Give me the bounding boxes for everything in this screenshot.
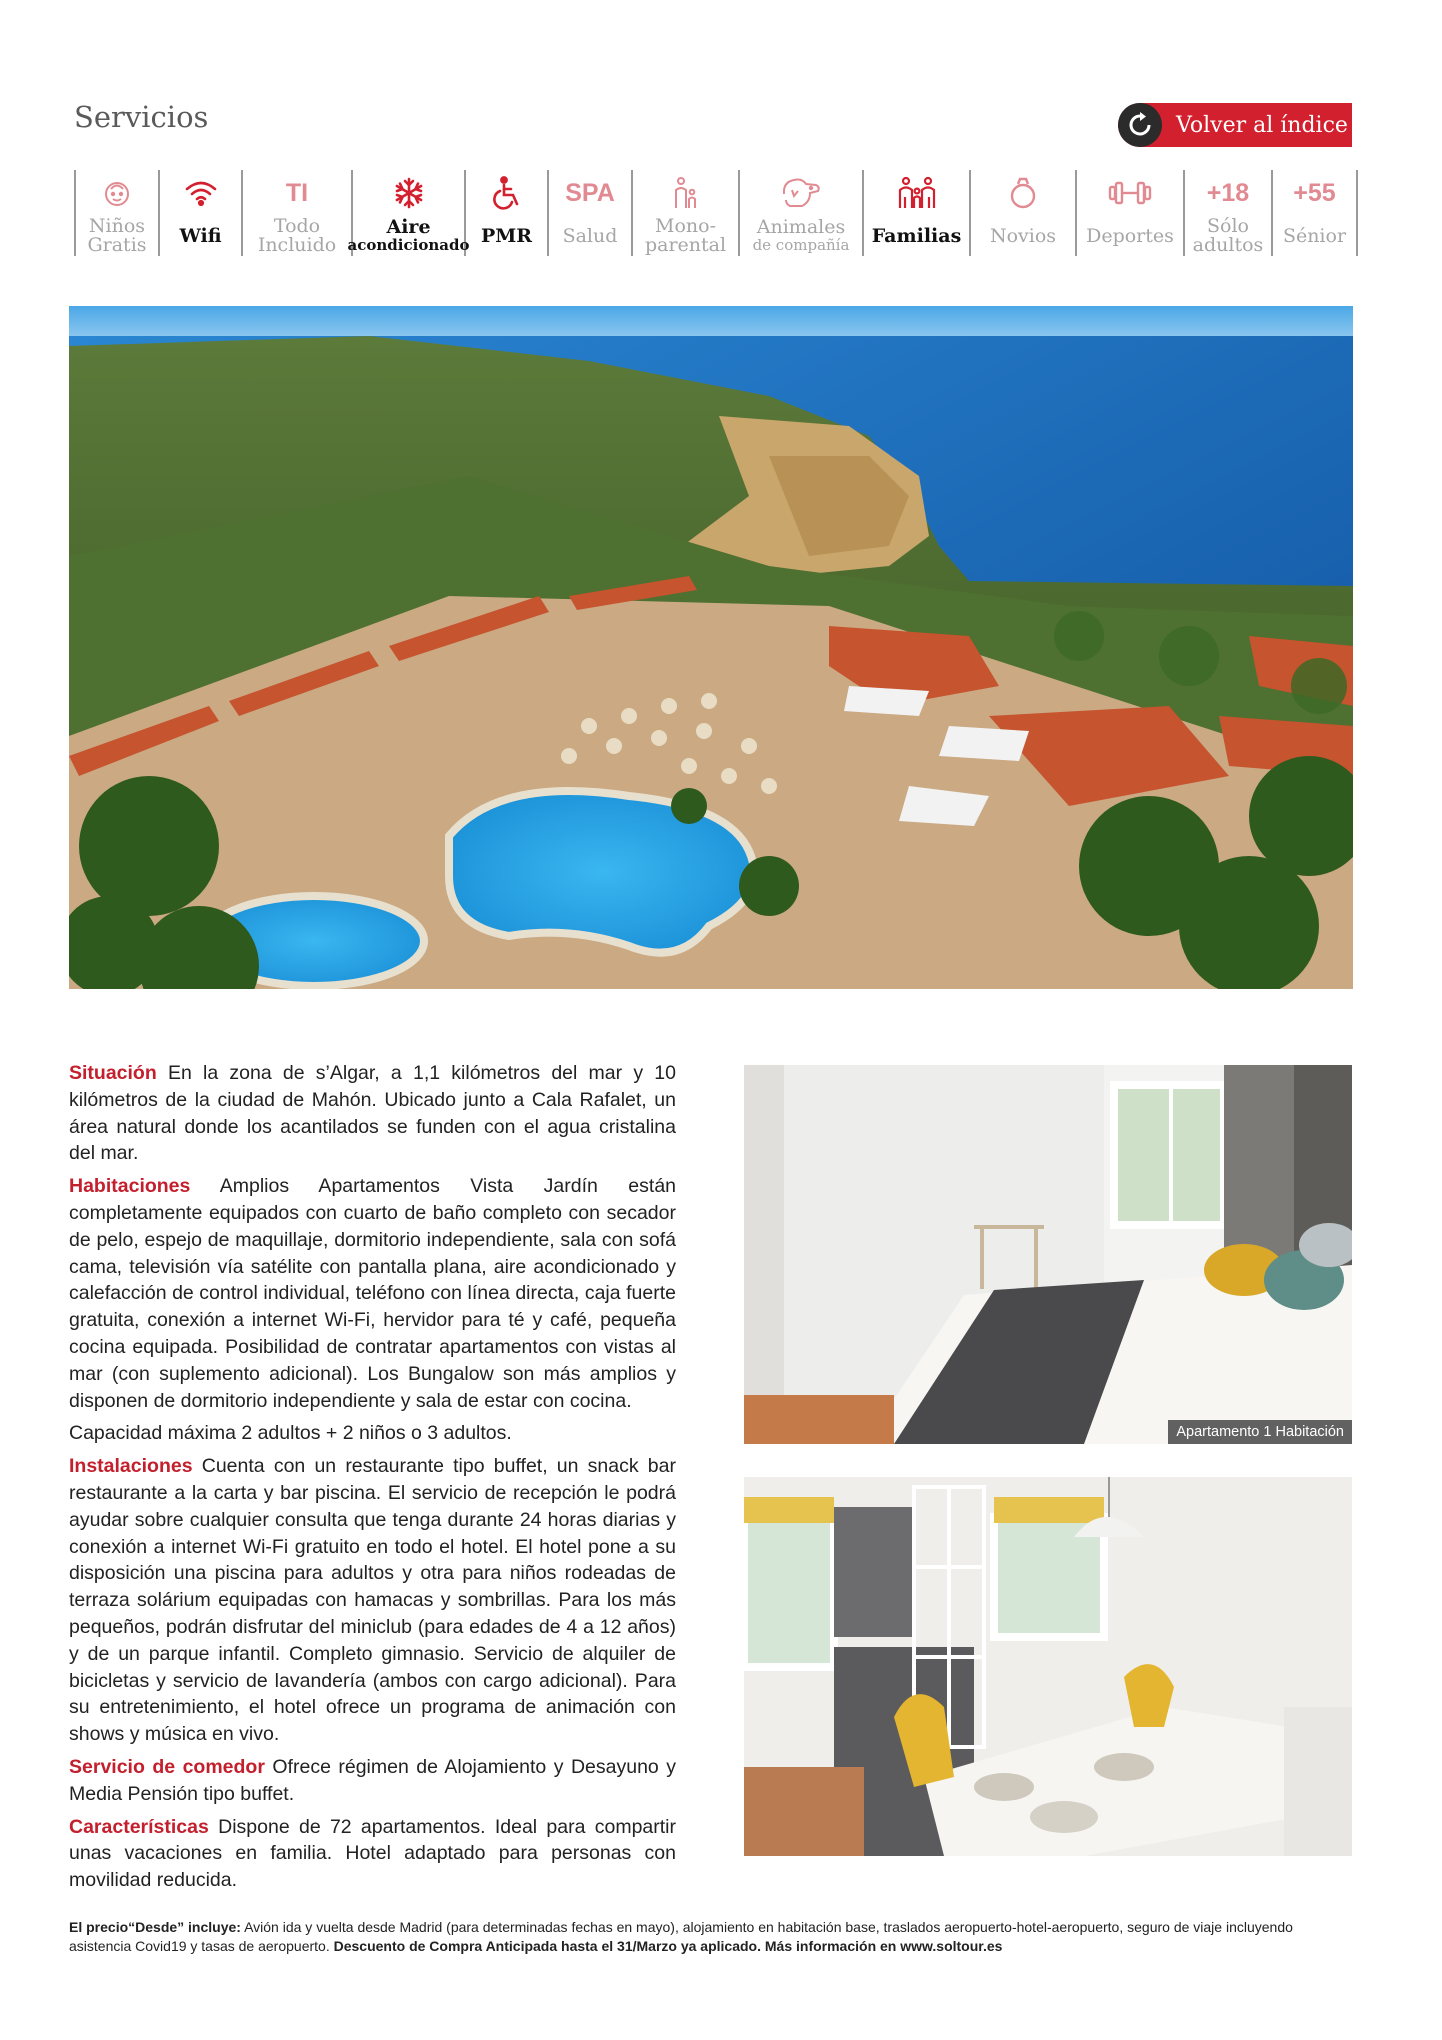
- service-label-2: adultos: [1192, 234, 1264, 256]
- section-text: Cuenta con un restaurante tipo buffet, un snack bar restaurante a la carta y bar piscina. El servicio de recepción le podrá ayudar sobre cualquier consulta que tenga durante 24 horas diarias y conexión a internet Wi-Fi gratuito en todo el hotel. El hotel pone a su disposición una piscina para adultos y otra para niños rodeadas de terraza solárium equipadas con hamacas y sombrillas. Para los más pequeños, podrán disfrutar del miniclub (para edades de 4 a 12 años) y de un parque infantil. Completo gimnasio. Servicio de alquiler de bicicletas y servicio de lavandería (ambos con cargo adicional). Para su entretenimiento, el hotel ofrece un programa de animación con shows y música en vivo.: [69, 1455, 676, 1746]
- section-text: Dispone de 72 apartamentos. Ideal para compartir unas vacaciones en familia. Hotel adaptado para personas con movilidad reducida.: [69, 1815, 677, 1892]
- section-habitaciones: [69, 1173, 676, 1414]
- section-heading: Instalaciones: [69, 1455, 193, 1478]
- pet-icon: [780, 170, 822, 216]
- section-heading: Situación: [69, 1062, 157, 1084]
- service-label: Wifi: [179, 224, 222, 247]
- ring-icon: [1008, 170, 1038, 216]
- section-instalaciones: [69, 1453, 676, 1748]
- service-label: Sénior: [1282, 224, 1347, 247]
- section-text: En la zona de s’Algar, a 1,1 kilómetros del mar y 10 kilómetros de la ciudad de Mahón. Ubicado junto a Cala Rafalet, un área natural donde los acantilados se funden con el agua cristalina del mar.: [69, 1062, 676, 1165]
- section-text: Capacidad máxima 2 adultos + 2 niños o 3 adultos.: [69, 1422, 512, 1445]
- ti-text-icon: TI: [285, 178, 309, 207]
- footnote-bold-tail: Descuento de Compra Anticipada hasta el 31/Marzo ya aplicado. Más información en www.soltour.es: [333, 1938, 1003, 1954]
- section-heading: Características: [69, 1815, 209, 1838]
- wifi-icon: [184, 170, 218, 216]
- services-bar: [74, 170, 1358, 256]
- service-label-2: Gratis: [87, 234, 147, 256]
- service-label: Sólo: [1207, 215, 1249, 237]
- plus55-text-icon: +55: [1293, 178, 1336, 207]
- hotel-description: [69, 1060, 676, 1900]
- service-label: Salud: [562, 224, 618, 247]
- service-ninos-gratis: [76, 170, 160, 256]
- service-monoparental: [633, 170, 740, 256]
- service-novios: [971, 170, 1077, 256]
- bedroom-photo: [744, 1065, 1352, 1444]
- page-title: Servicios: [74, 100, 209, 134]
- footnote-lead: El precio“Desde” incluye:: [69, 1919, 241, 1935]
- price-footnote: [69, 1918, 1353, 1956]
- wheelchair-icon: [491, 170, 523, 216]
- section-text: Amplios Apartamentos Vista Jardín están completamente equipados con cuarto de baño completo con secador de pelo, espejo de maquillaje, dormitorio independiente, sala con sofá cama, televisión vía satélite con pantalla plana, aire acondicionado y calefacción de control individual, teléfono con línea directa, caja fuerte gratuita, conexión a internet Wi-Fi, hervidor para té y café, pequeña cocina equipada. Posibilidad de contratar apartamentos con vistas al mar (con suplemento adicional). Los Bungalow son más amplios y disponen de dormitorio independiente y sala de estar con cocina.: [69, 1175, 677, 1412]
- section-situacion: [69, 1060, 676, 1167]
- service-label: Mono-: [655, 215, 716, 237]
- service-label-2: Incluido: [257, 234, 337, 256]
- service-solo-adultos: [1185, 170, 1273, 256]
- service-label-2: parental: [644, 234, 727, 256]
- section-heading: Habitaciones: [69, 1175, 191, 1198]
- service-label: Deportes: [1086, 224, 1174, 247]
- footnote-text: Avión ida y vuelta desde Madrid (para determinadas fechas en mayo), alojamiento en habitación base, traslados aeropuerto-hotel-aeropuerto, seguro de viaje incluyendo asistencia Covid19 y tasas de aeropuerto.: [69, 1919, 1293, 1954]
- dumbbell-icon: [1107, 170, 1153, 216]
- service-label: Niños: [88, 215, 146, 237]
- service-label-2: acondicionado: [347, 236, 470, 254]
- section-caracteristicas: [69, 1814, 676, 1894]
- family-icon: [897, 170, 937, 216]
- service-todo-incluido: [243, 170, 353, 256]
- section-comedor: [69, 1754, 676, 1808]
- service-deportes: [1077, 170, 1185, 256]
- back-button-label: Volver al índice: [1176, 112, 1348, 138]
- snowflake-icon: [393, 170, 425, 216]
- plus18-text-icon: +18: [1206, 178, 1250, 207]
- service-pmr: [466, 170, 549, 256]
- section-text: Ofrece régimen de Alojamiento y Desayuno y Media Pensión tipo buffet.: [69, 1755, 676, 1805]
- section-heading: Servicio de comedor: [69, 1755, 265, 1778]
- service-label: Novios: [989, 224, 1057, 247]
- kitchen-dining-photo: [744, 1477, 1352, 1856]
- refresh-icon: [1118, 103, 1162, 147]
- spa-text-icon: SPA: [565, 178, 615, 207]
- service-label: Aire: [386, 216, 431, 238]
- child-face-icon: [102, 170, 132, 216]
- service-label: Animales: [756, 216, 846, 238]
- service-label: Familias: [871, 224, 962, 247]
- service-wifi: [160, 170, 243, 256]
- service-animales: [740, 170, 864, 256]
- service-label: PMR: [480, 224, 533, 247]
- service-aire-acondicionado: [347, 170, 470, 256]
- single-parent-icon: [670, 170, 702, 216]
- photo-caption: Apartamento 1 Habitación: [1168, 1420, 1352, 1444]
- service-salud: [549, 170, 633, 256]
- back-to-index-button[interactable]: [1118, 103, 1352, 147]
- service-label: Todo: [273, 215, 321, 237]
- service-label-2: de compañía: [752, 236, 850, 254]
- section-capacidad: [69, 1420, 676, 1447]
- service-senior: [1273, 170, 1358, 256]
- hotel-aerial-photo: [69, 306, 1353, 989]
- service-familias: [864, 170, 971, 256]
